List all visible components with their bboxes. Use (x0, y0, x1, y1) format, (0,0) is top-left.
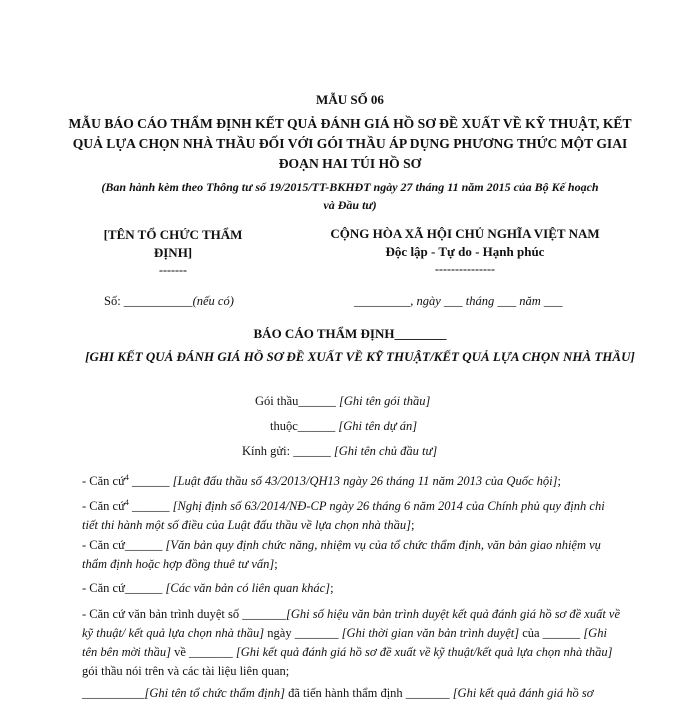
basis-paragraph-mandate (82, 536, 622, 574)
appraisal-hint: [Ghi kết quả đánh giá hồ sơ (452, 686, 594, 700)
basis-hint: [Văn bản quy định chức năng, nhiệm vụ của tổ chức thẩm định, văn bản giao nhiệm vụ thẩm định hoặc hợp đồng thuê tư vấn] (82, 538, 601, 571)
basis-lead: - Căn cứ______ (82, 538, 166, 552)
document-date-text: ngày ___ tháng ___ năm ___ (416, 294, 563, 308)
basis-blank: ______ (128, 499, 173, 514)
project-label: thuộc______ (270, 419, 339, 433)
basis-lead: - Căn cứ (82, 474, 125, 489)
organization-divider: ------- (159, 263, 187, 277)
basis-end: ; (274, 557, 278, 571)
submission-hint: [Ghi tên bên mời thầu] (82, 626, 607, 659)
report-title: BÁO CÁO THẨM ĐỊNH________ (253, 326, 447, 341)
footnote-ref: 4 (124, 473, 129, 482)
package-label: Gói thầu______ (255, 394, 340, 408)
appraisal-text: đã tiến hành thẩm định _______ (285, 686, 453, 700)
recipient-hint: [Ghi tên chủ đầu tư] (333, 444, 438, 458)
basis-paragraph-other (82, 579, 622, 598)
basis-paragraph-submission (82, 605, 622, 681)
motto-divider: --------------- (435, 262, 495, 276)
document-number-note: (nếu có) (192, 294, 234, 308)
submission-hint: [Ghi kết quả đánh giá hồ sơ đề xuất về kỹ thuật/kết quả lựa chọn nhà thầu] (235, 645, 613, 659)
appraisal-hint: [Ghi tên tổ chức thẩm định] (144, 686, 285, 700)
document-number-label: Số: ___________ (104, 294, 193, 308)
organization-name: [TÊN TỔ CHỨC THẨM ĐỊNH] (103, 227, 243, 260)
form-number: MẪU SỐ 06 (316, 92, 384, 107)
package-hint: [Ghi tên gói thầu] (339, 394, 431, 408)
appraisal-text: __________ (82, 686, 145, 700)
basis-paragraph-decree (82, 493, 622, 535)
document-date (354, 294, 563, 309)
basis-hint: [Nghị định số 63/2014/NĐ-CP ngày 26 tháng 6 năm 2014 của Chính phủ quy định chi tiết thi hành một số điều của Luật đấu thầu về lựa chọn nhà thầu] (82, 499, 605, 533)
basis-end: ; (411, 518, 415, 533)
basis-lead: - Căn cứ______ (82, 581, 166, 595)
project-line (270, 419, 417, 434)
submission-text: về _______ (170, 645, 236, 659)
submission-text: - Căn cứ văn bản trình duyệt số _______ (82, 607, 286, 621)
basis-lead: - Căn cứ (82, 499, 125, 514)
recipient-line (242, 444, 437, 459)
document-place: _________, (354, 294, 417, 308)
national-motto: Độc lập - Tự do - Hạnh phúc (385, 244, 545, 259)
submission-text: gói thầu nói trên và các tài liệu liên quan; (82, 664, 290, 678)
basis-end: ; (330, 581, 334, 595)
document-number (104, 294, 234, 309)
appraisal-paragraph (82, 684, 622, 703)
submission-text: của ______ (519, 626, 584, 640)
submission-hint: [Ghi thời gian văn bản trình duyệt] (341, 626, 520, 640)
basis-hint: [Luật đấu thầu số 43/2013/QH13 ngày 26 tháng 11 năm 2013 của Quốc hội] (172, 474, 558, 489)
basis-paragraph-law (82, 468, 622, 491)
document-title: MẪU BÁO CÁO THẨM ĐỊNH KẾT QUẢ ĐÁNH GIÁ HỒ SƠ ĐỀ XUẤT VỀ KỸ THUẬT, KẾT QUẢ LỰA CHỌN NHÀ THẦU ĐỐI VỚI GÓI THẦU ÁP DỤNG PHƯƠNG THỨC MỘT GIAI ĐOẠN HAI TÚI HỒ SƠ (68, 116, 632, 171)
basis-end: ; (557, 474, 561, 489)
submission-text: ngày _______ (264, 626, 342, 640)
national-title: CỘNG HÒA XÃ HỘI CHỦ NGHĨA VIỆT NAM (330, 226, 600, 241)
recipient-label: Kính gửi: ______ (242, 444, 334, 458)
project-hint: [Ghi tên dự án] (338, 419, 418, 433)
report-subtitle: [GHI KẾT QUẢ ĐÁNH GIÁ HỒ SƠ ĐỀ XUẤT VỀ KỸ THUẬT/KẾT QUẢ LỰA CHỌN NHÀ THẦU] (85, 349, 635, 364)
basis-blank: ______ (128, 474, 173, 489)
basis-hint: [Các văn bản có liên quan khác] (165, 581, 331, 595)
submission-hint: [Ghi số hiệu văn bản trình duyệt kết quả đánh giá hồ sơ đề xuất về kỹ thuật/ kết quả lựa chọn nhà thầu] (82, 607, 621, 640)
issued-note: (Ban hành kèm theo Thông tư số 19/2015/TT-BKHĐT ngày 27 tháng 11 năm 2015 của Bộ Kế hoạch và Đầu tư) (101, 180, 599, 212)
package-line (255, 394, 430, 409)
footnote-ref: 4 (124, 498, 129, 507)
